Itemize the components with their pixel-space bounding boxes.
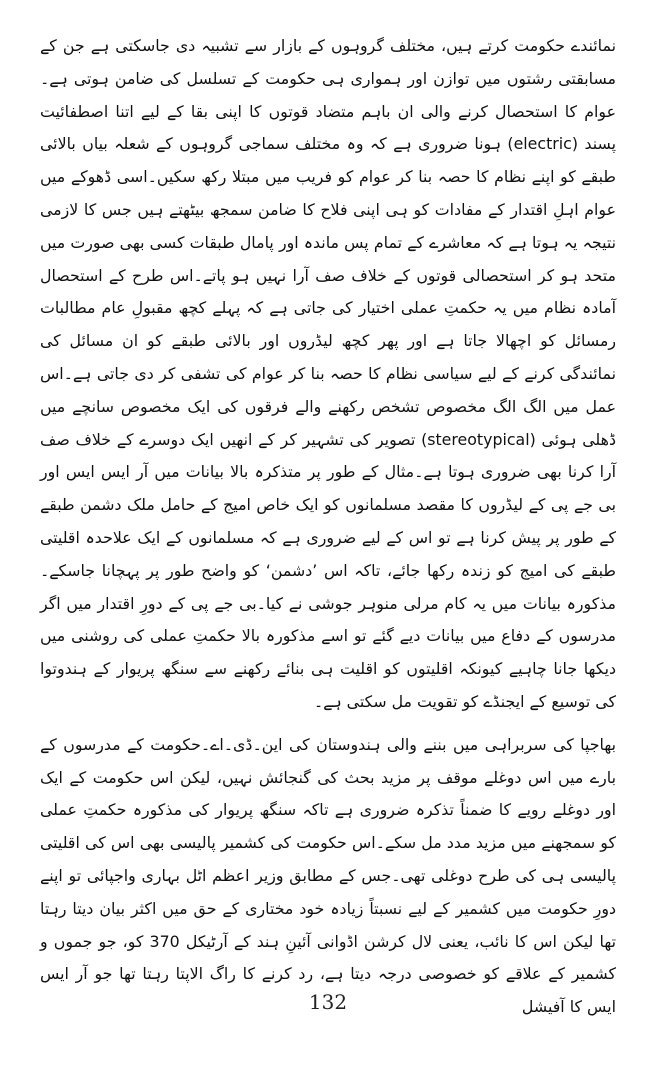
urdu-body-text bbox=[40, 30, 616, 1024]
page-number: 132 bbox=[308, 990, 348, 1014]
paragraph-2: بھاجپا کی سربراہی میں بننے والی ہندوستان کی این۔ڈی۔اے۔حکومت کے مدرسوں کے بارے میں اس دوغلے موقف پر مزید بحث کی گنجائش نہیں، لیکن اس حکومت کے ایک اور دوغلے رویے کا ضمناً تذکرہ ضروری ہے تاکہ سنگھ پریوار کی مذکورہ حکمتِ عملی کو سمجھنے میں مزید مدد مل سکے۔اس حکومت کی کشمیر پالیسی بھی اس کی اقلیتی پالیسی ہی کی طرح دوغلی تھی۔جس کے مطابق وزیر اعظم اٹل بہاری واجپائی تو اپنے دورِ حکومت میں کشمیر کے لیے نسبتاً زیادہ خود مختاری کے حق میں اکثر بیان دیتا رہتا تھا لیکن اس کا نائب، یعنی لال کرشن اڈوانی آئینِ ہند کے آرٹیکل 370 کو، جو جموں و کشمیر کے علاقے کو خصوصی درجہ دیتا ہے، رد کرنے کا راگ الاپتا رہتا تھا جو آر ایس ایس کا آفیشل bbox=[40, 734, 616, 1017]
paragraph-1: نمائندے حکومت کرتے ہیں، مختلف گروہوں کے بازار سے تشبیہ دی جاسکتی ہے جن کے مسابقتی رشتوں میں توازن اور ہمواری ہی حکومت کے تسلسل کی ضامن ہوتی ہے۔عوام کا استحصال کرنے والی ان باہم متضاد قوتوں کا اپنی بقا کے لیے اتنا اصطفائیت پسند (electric) ہونا ضروری ہے کہ وہ مختلف سماجی گروہوں کے شعلہ بیاں بالائی طبقے کو اپنے نظام کا حصہ بنا کر عوام کو فریب میں مبتلا رکھ سکیں۔اسی ڈھوکے میں عوام اہلِ اقتدار کے مفادات کو ہی اپنی فلاح کا ضامن سمجھ بیٹھتے ہیں جس کا لازمی نتیجہ یہ ہوتا ہے کہ معاشرے کے تمام پس ماندہ اور پامال طبقات کسی بھی صورت میں متحد ہو کر استحصالی قوتوں کے خلاف صف آرا نہیں ہو پاتے۔اس طرح کے استحصال آمادہ نظام میں یہ حکمتِ عملی اختیار کی جاتی ہے کہ پہلے کچھ مقبولِ عام مطالبات رمسائل کو اچھالا جاتا ہے اور پھر کچھ لیڈروں اور بالائی طبقے کو ان مسائل کی نمائندگی کرنے کے لیے سیاسی نظام کا حصہ بنا کر عوام کی تشفی کر دی جاتی ہے۔اس عمل میں الگ الگ مخصوص تشخص رکھنے والے فرقوں کی ایک مخصوص سانچے میں ڈھلی ہوئی (stereotypical) تصویر کی تشہیر کر کے انھیں ایک دوسرے کے خلاف صف آرا کرنا بھی ضروری ہوتا ہے۔مثال کے طور پر متذکرہ بالا بیانات میں آر ایس ایس اور بی جے پی کے لیڈروں کا مقصد مسلمانوں کو ایک خاص امیج کے حامل ملک دشمن طبقے کے طور پر پیش کرنا ہے تو اس کے لیے ضروری ہے کہ مسلمانوں کے ایک علاحدہ اقلیتی طبقے کی امیج کو زندہ رکھا جائے، تاکہ اس ’دشمن‘ کو واضح طور پر پہچانا جاسکے۔مذکورہ بیانات میں یہ کام مرلی منوہر جوشی نے کیا۔بی جے پی کے دورِ اقتدار میں اگر مدرسوں کے دفاع میں بیانات دیے گئے تو اسے مذکورہ بالا حکمتِ عملی کی روشنی میں دیکھا جانا چاہیے کیونکہ اقلیتوں کو اقلیت ہی بنائے رکھنے سے سنگھ پریوار کے ہندوتوا کی توسیع کے ایجنڈے کو تقویت مل سکتی ہے۔ bbox=[40, 36, 617, 711]
